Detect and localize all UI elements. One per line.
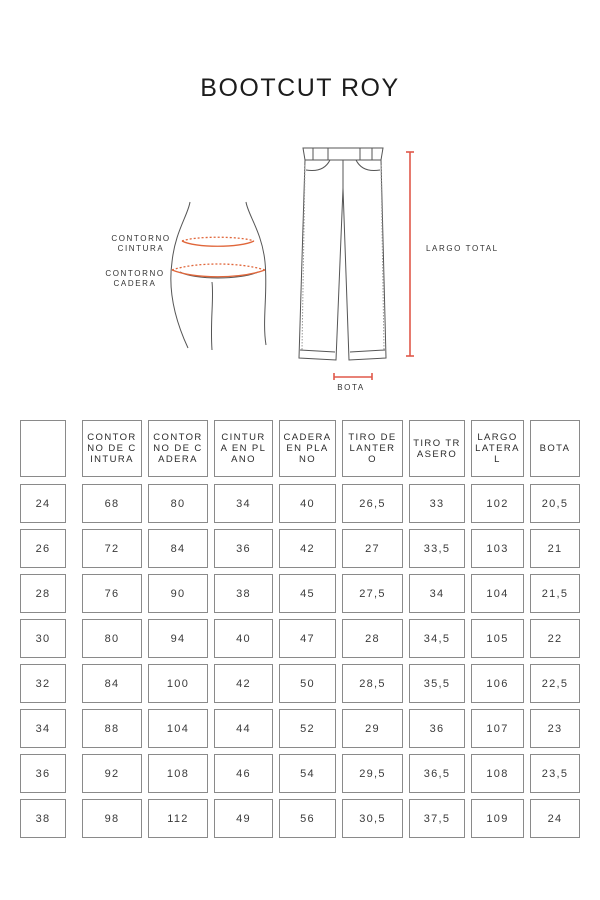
size-cell: 30 [20,619,66,658]
size-cell: 32 [20,664,66,703]
body-silhouette-icon [171,202,266,350]
waist-label: CONTORNO CINTURA [111,234,171,253]
table-cell: 84 [148,529,208,568]
table-header-cell: CONTORNO DE CADERA [148,420,208,477]
table-cell: 105 [471,619,524,658]
table-cell: 28 [342,619,403,658]
size-cell: 38 [20,799,66,838]
jeans-icon [299,148,386,360]
table-cell: 27 [342,529,403,568]
table-cell: 35,5 [409,664,465,703]
table-cell: 50 [279,664,336,703]
table-cell: 80 [82,619,142,658]
table-cell: 34,5 [409,619,465,658]
table-cell: 102 [471,484,524,523]
table-cell: 38 [214,574,273,613]
table-cell: 46 [214,754,273,793]
table-cell: 29 [342,709,403,748]
table-cell: 54 [279,754,336,793]
table-cell: 100 [148,664,208,703]
table-header-cell: LARGO LATERAL [471,420,524,477]
table-cell: 33,5 [409,529,465,568]
table-cell: 108 [471,754,524,793]
table-cell: 94 [148,619,208,658]
table-cell: 88 [82,709,142,748]
table-cell: 24 [530,799,580,838]
table-cell: 80 [148,484,208,523]
table-header-cell: TIRO DELANTERO [342,420,403,477]
size-cell: 24 [20,484,66,523]
table-cell: 76 [82,574,142,613]
table-cell: 98 [82,799,142,838]
page-title: BOOTCUT ROY [200,74,400,102]
table-cell: 26,5 [342,484,403,523]
table-cell: 30,5 [342,799,403,838]
hip-label: CONTORNO CADERA [105,269,165,288]
table-cell: 34 [214,484,273,523]
table-cell: 21,5 [530,574,580,613]
table-cell: 103 [471,529,524,568]
table-cell: 36 [409,709,465,748]
table-cell: 104 [148,709,208,748]
size-cell: 36 [20,754,66,793]
table-cell: 20,5 [530,484,580,523]
length-label: LARGO TOTAL [426,244,499,253]
table-cell: 23 [530,709,580,748]
table-header-cell: CINTURA EN PLANO [214,420,273,477]
table-cell: 28,5 [342,664,403,703]
table-cell: 22,5 [530,664,580,703]
table-cell: 21 [530,529,580,568]
table-cell: 22 [530,619,580,658]
table-cell: 34 [409,574,465,613]
table-cell: 68 [82,484,142,523]
table-cell: 108 [148,754,208,793]
table-cell: 112 [148,799,208,838]
table-cell: 90 [148,574,208,613]
table-cell: 40 [214,619,273,658]
hem-measure-line [334,373,372,380]
table-cell: 47 [279,619,336,658]
table-header-cell: TIRO TRASERO [409,420,465,477]
table-cell: 36,5 [409,754,465,793]
measurement-illustration [0,130,600,380]
table-cell: 44 [214,709,273,748]
table-cell: 107 [471,709,524,748]
table-cell: 104 [471,574,524,613]
table-cell: 56 [279,799,336,838]
table-cell: 109 [471,799,524,838]
table-cell: 40 [279,484,336,523]
table-header-corner [20,420,66,477]
length-measure-line [406,152,414,356]
table-cell: 106 [471,664,524,703]
size-cell: 26 [20,529,66,568]
table-cell: 84 [82,664,142,703]
table-header-cell: CONTORNO DE CINTURA [82,420,142,477]
table-header-cell: BOTA [530,420,580,477]
table-cell: 23,5 [530,754,580,793]
size-cell: 28 [20,574,66,613]
table-cell: 45 [279,574,336,613]
table-cell: 92 [82,754,142,793]
table-cell: 42 [279,529,336,568]
table-header-cell: CADERA EN PLANO [279,420,336,477]
size-cell: 34 [20,709,66,748]
table-cell: 49 [214,799,273,838]
table-cell: 33 [409,484,465,523]
hem-label: BOTA [337,383,365,392]
table-cell: 29,5 [342,754,403,793]
waist-measure-line [182,237,254,246]
table-cell: 37,5 [409,799,465,838]
table-cell: 42 [214,664,273,703]
table-cell: 72 [82,529,142,568]
table-cell: 36 [214,529,273,568]
table-cell: 27,5 [342,574,403,613]
table-cell: 52 [279,709,336,748]
